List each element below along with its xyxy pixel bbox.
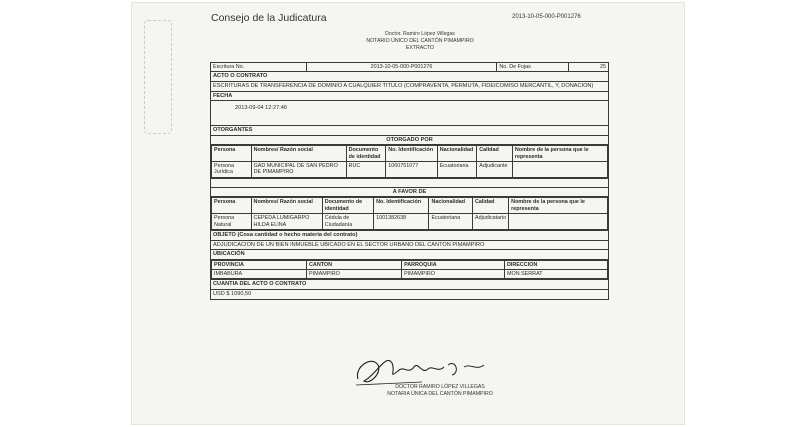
- favor-nombres: CEPEDA LUMIGARPO HILDA ELINA: [251, 214, 322, 230]
- favor-documento: Cédula de Ciudadanía: [322, 214, 373, 230]
- signatory-name: DOCTOR RAMIRO LÓPEZ VILLEGAS: [395, 384, 485, 390]
- otorgado-nombres: GAD MUNICIPAL DE SAN PEDRO DE PIMAMPIRO: [251, 162, 346, 178]
- fecha-value: 2013-09-04 12:27:46: [211, 101, 609, 126]
- ubic-col-direccion: DIRECCION: [505, 260, 608, 269]
- escritura-label: Escritura No.: [211, 63, 306, 71]
- otorgado-identificacion: 1060751077: [386, 162, 437, 178]
- ubic-provincia: IMBABURA: [212, 270, 307, 279]
- ubic-col-parroquia: PARROQUIA: [402, 260, 505, 269]
- ubic-parroquia: PIMAMPIRO: [402, 270, 505, 279]
- escritura-row: [211, 63, 609, 72]
- acto-label: ACTO O CONTRATO: [211, 72, 609, 82]
- otorgado-table: [211, 145, 609, 179]
- favor-col-nacionalidad: Nacionalidad: [429, 198, 473, 214]
- fojas-value: 25: [600, 64, 606, 70]
- favor-identificacion: 1001382638: [374, 214, 429, 230]
- fecha-label: FECHA: [211, 91, 609, 101]
- otorgado-col-nombres: Nombres/ Razón social: [251, 146, 346, 162]
- favor-col-persona: Persona: [212, 198, 252, 214]
- cuantia-value: USD $ 1090,50: [211, 290, 609, 300]
- otorgado-documento: RUC: [346, 162, 386, 178]
- document-code: 2013-10-05-000-P001276: [512, 14, 581, 20]
- document-type: EXTRACTO: [405, 45, 435, 51]
- ubic-col-canton: CANTON: [307, 260, 402, 269]
- otorgado-col-documento: Documento de identidad: [346, 146, 386, 162]
- otorgado-col-calidad: Calidad: [477, 146, 513, 162]
- otorgado-col-representante: Nombre de la persona que le representa: [512, 146, 607, 162]
- escritura-number: 2013-10-05-000-P001276: [306, 63, 497, 71]
- signatory-title: NOTARIA ÚNICA DEL CANTÓN PIMAMPIRO: [387, 391, 493, 397]
- favor-col-calidad: Calidad: [473, 198, 509, 214]
- faded-stamp: [144, 20, 172, 134]
- extract-form: [210, 62, 609, 300]
- favor-col-documento: Documento de identidad: [322, 198, 373, 214]
- otorgado-col-persona: Persona: [212, 146, 252, 162]
- otorgado-por-label: OTORGADO POR: [211, 135, 609, 145]
- spacer-row: [211, 178, 609, 187]
- favor-nacionalidad: Ecuatoriana: [429, 214, 473, 230]
- objeto-value: ADJUDICACION DE UN BIEN INMUEBLE UBICADO EN EL SECTOR URBANO DEL CANTON PIMAMPIRO: [211, 240, 609, 250]
- favor-col-nombres: Nombres/ Razón social: [251, 198, 322, 214]
- favor-representante: [509, 214, 608, 230]
- institution-title: Consejo de la Judicatura: [211, 12, 327, 24]
- otorgado-representante: [512, 162, 607, 178]
- notary-office: NOTARIO ÚNICO DEL CANTÓN PIMAMPIRO: [366, 38, 474, 44]
- favor-table: [211, 197, 609, 231]
- favor-persona: Persona Natural: [212, 214, 252, 230]
- ubic-direccion: MON SERRAT: [505, 270, 608, 279]
- otorgado-calidad: Adjudicante: [477, 162, 513, 178]
- otorgado-col-identificacion: No. Identificación: [386, 146, 437, 162]
- ubic-col-provincia: PROVINCIA: [212, 260, 307, 269]
- otorgantes-label: OTORGANTES: [211, 126, 609, 136]
- acto-value: ESCRITURAS DE TRANSFERENCIA DE DOMINIO A CUALQUIER TITULO (COMPRAVENTA, PERMUTA, FIDEICOMISO MERCANTIL, Y, DONACION): [211, 81, 609, 91]
- objeto-label: OBJETO (Cosa cantidad o hecho materia del contrato): [211, 230, 609, 240]
- fojas-label: No. De Fojas: [497, 63, 568, 71]
- otorgado-nacionalidad: Ecuatoriana: [437, 162, 477, 178]
- a-favor-label: A FAVOR DE: [211, 187, 609, 197]
- otorgado-col-nacionalidad: Nacionalidad: [437, 146, 477, 162]
- cuantia-label: CUANTIA DEL ACTO O CONTRATO: [211, 280, 609, 290]
- favor-calidad: Adjudicatario: [473, 214, 509, 230]
- ubic-canton: PIMAMPIRO: [307, 270, 402, 279]
- favor-col-representante: Nombre de la persona que le representa: [509, 198, 608, 214]
- favor-col-identificacion: No. Identificación: [374, 198, 429, 214]
- otorgado-persona: Persona Jurídica: [212, 162, 252, 178]
- ubicacion-label: UBICACIÓN: [211, 250, 609, 260]
- ubicacion-table: [211, 259, 609, 280]
- notary-name: Doctor. Ramiro López Villegas: [385, 31, 455, 37]
